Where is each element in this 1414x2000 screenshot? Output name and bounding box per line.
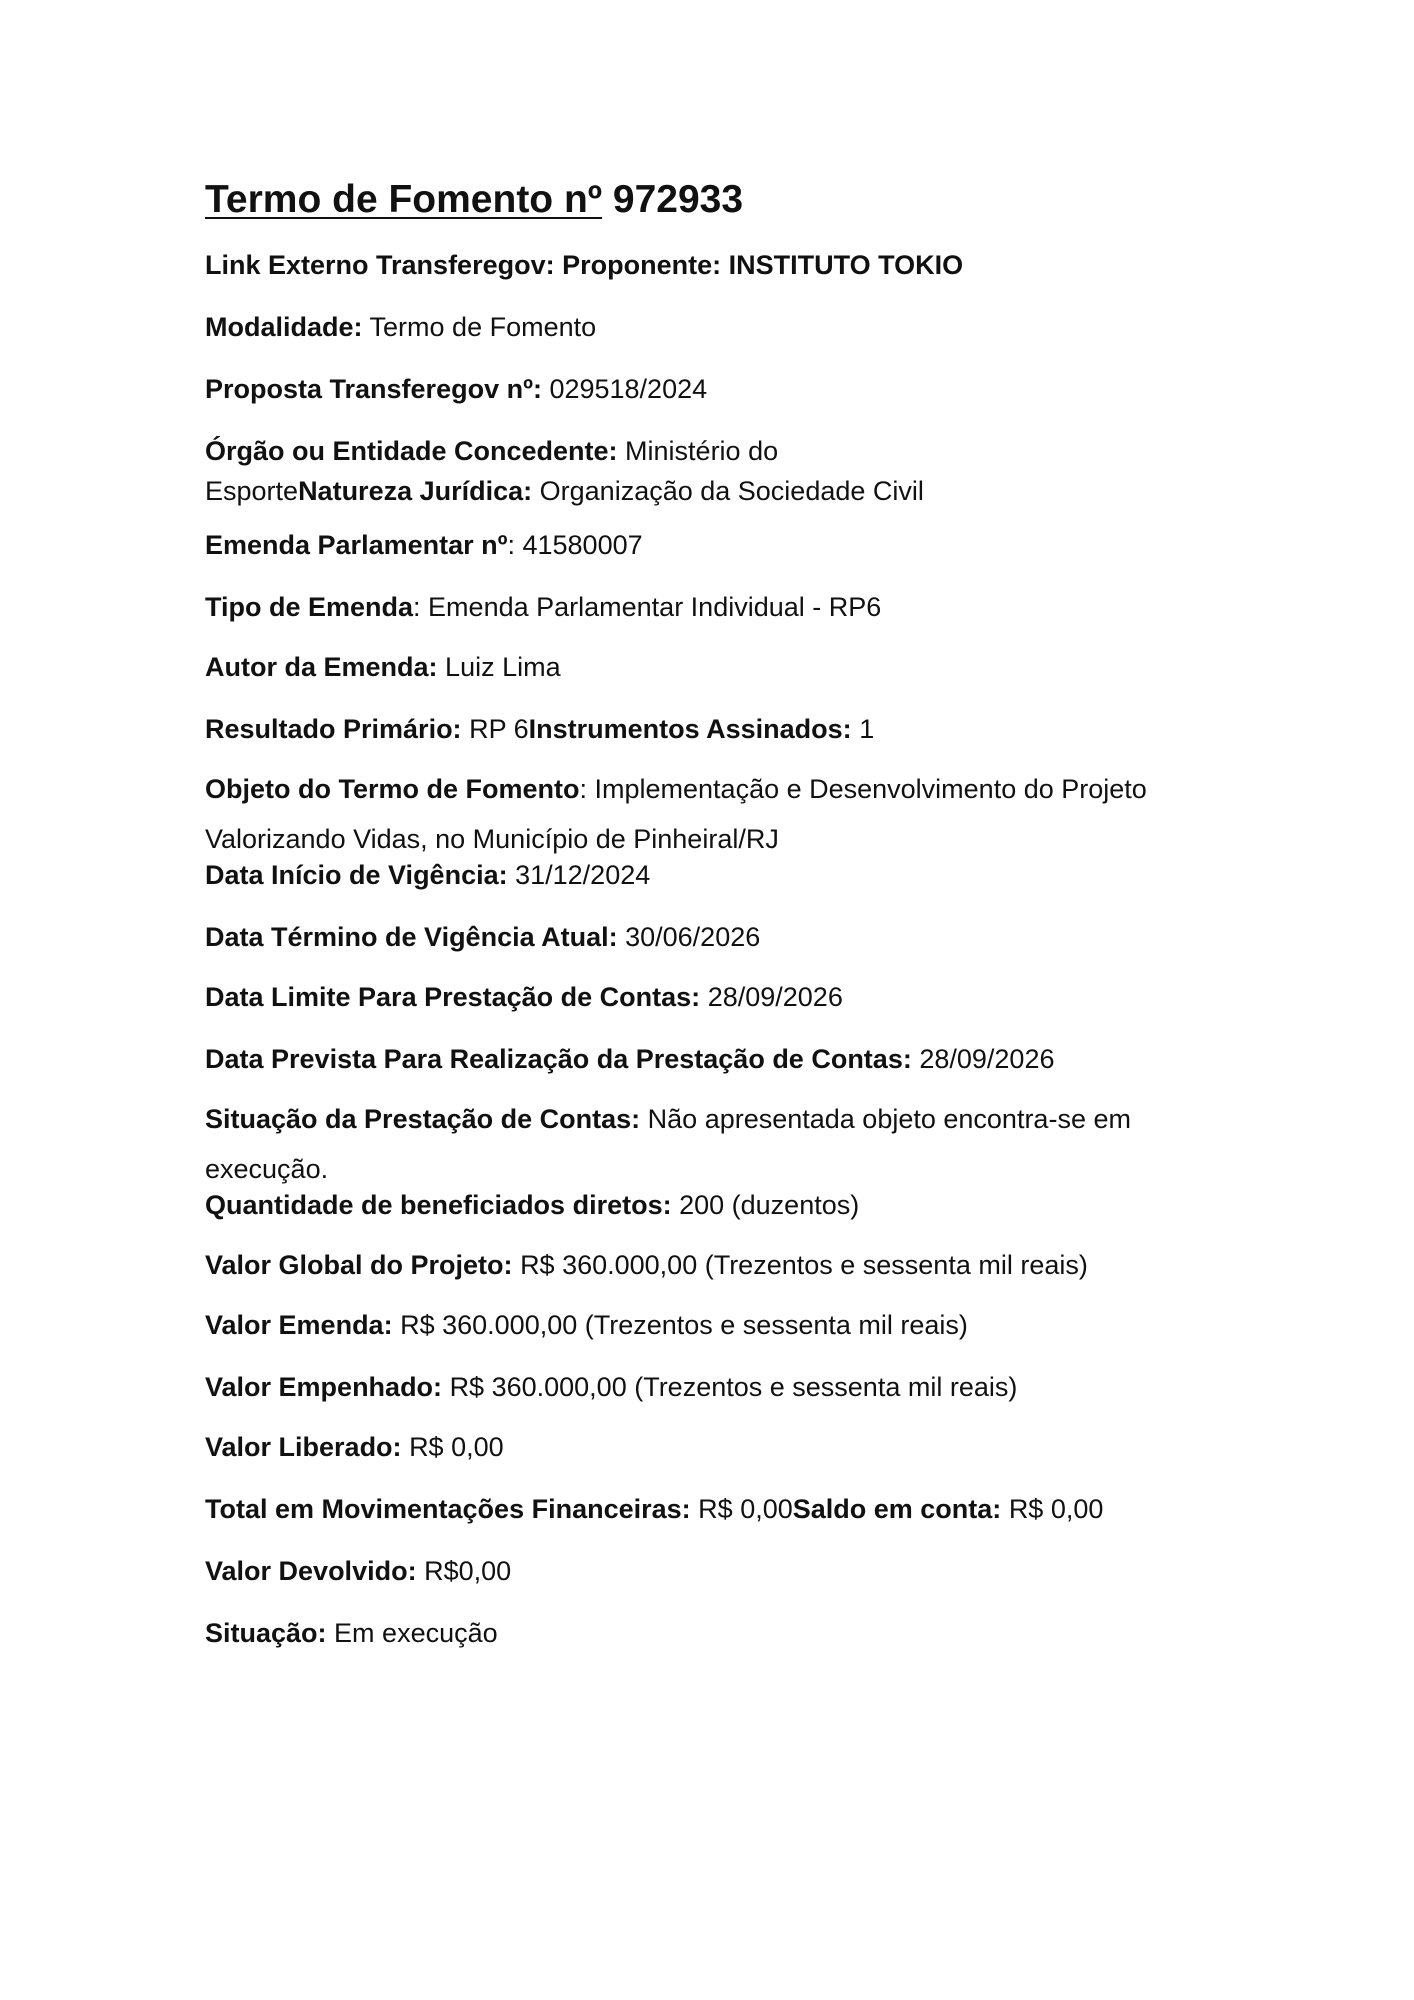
proposta-row bbox=[205, 370, 1245, 408]
emenda-numero-row bbox=[205, 526, 1245, 564]
modalidade-value: Termo de Fomento bbox=[369, 312, 597, 342]
beneficiados-value: 200 (duzentos) bbox=[679, 1190, 860, 1220]
valor-liberado-row bbox=[205, 1428, 1245, 1466]
situacao-label: Situação: bbox=[205, 1618, 327, 1648]
valor-devolvido-label: Valor Devolvido: bbox=[205, 1556, 417, 1586]
situacao-value: Em execução bbox=[334, 1618, 498, 1648]
tipo-emenda-value: : Emenda Parlamentar Individual - RP6 bbox=[413, 592, 882, 622]
situacao-row bbox=[205, 1614, 1245, 1652]
valor-empenhado-row bbox=[205, 1368, 1245, 1406]
modalidade-row bbox=[205, 308, 1245, 346]
tipo-emenda-row bbox=[205, 588, 1245, 626]
document-title bbox=[205, 176, 1245, 224]
valor-global-value: R$ 360.000,00 (Trezentos e sessenta mil reais) bbox=[520, 1250, 1088, 1280]
situacao-prestacao-value: Não apresentada objeto encontra-se em execução. bbox=[205, 1104, 1131, 1184]
beneficiados-label: Quantidade de beneficiados diretos: bbox=[205, 1190, 672, 1220]
saldo-value: R$ 0,00 bbox=[1008, 1494, 1104, 1524]
natureza-value: Organização da Sociedade Civil bbox=[539, 476, 924, 506]
termino-vigencia-row bbox=[205, 918, 1245, 956]
emenda-numero-label: Emenda Parlamentar nº bbox=[205, 530, 508, 560]
title-number: 972933 bbox=[612, 178, 744, 221]
situacao-prestacao-label: Situação da Prestação de Contas: bbox=[205, 1104, 641, 1134]
valor-devolvido-row bbox=[205, 1552, 1245, 1590]
inicio-vigencia-value: 31/12/2024 bbox=[515, 860, 651, 890]
link-line bbox=[205, 246, 1245, 284]
resultado-row bbox=[205, 710, 1245, 748]
title-label: Termo de Fomento nº bbox=[205, 178, 603, 221]
objeto-label: Objeto do Termo de Fomento bbox=[205, 774, 580, 804]
orgao-label: Órgão ou Entidade Concedente: bbox=[205, 436, 618, 466]
valor-global-row bbox=[205, 1246, 1245, 1284]
termino-vigencia-value: 30/06/2026 bbox=[625, 922, 761, 952]
inicio-vigencia-label: Data Início de Vigência: bbox=[205, 860, 508, 890]
limite-prestacao-label: Data Limite Para Prestação de Contas: bbox=[205, 982, 701, 1012]
movimentacoes-row bbox=[205, 1490, 1245, 1528]
beneficiados-row bbox=[205, 1186, 1245, 1224]
orgao-line-1 bbox=[205, 432, 1245, 470]
orgao-line-2 bbox=[205, 470, 1245, 512]
movimentacoes-value: R$ 0,00 bbox=[698, 1494, 793, 1524]
valor-emenda-label: Valor Emenda: bbox=[205, 1310, 393, 1340]
orgao-row bbox=[205, 432, 1245, 512]
orgao-value-1: Ministério do bbox=[625, 436, 779, 466]
tipo-emenda-label: Tipo de Emenda bbox=[205, 592, 414, 622]
valor-emenda-value: R$ 360.000,00 (Trezentos e sessenta mil reais) bbox=[400, 1310, 968, 1340]
orgao-value-2: Esporte bbox=[205, 476, 299, 506]
objeto-value: : Implementação e Desenvolvimento do Projeto Valorizando Vidas, no Município de Pinheiral/RJ bbox=[205, 774, 1147, 854]
valor-empenhado-value: R$ 360.000,00 (Trezentos e sessenta mil reais) bbox=[449, 1372, 1018, 1402]
resultado-value: RP 6 bbox=[469, 714, 529, 744]
proposta-label: Proposta Transferegov nº: bbox=[205, 374, 542, 404]
autor-label: Autor da Emenda: bbox=[205, 652, 438, 682]
proposta-value: 029518/2024 bbox=[549, 374, 708, 404]
prevista-prestacao-label: Data Prevista Para Realização da Prestação de Contas: bbox=[205, 1044, 912, 1074]
autor-row bbox=[205, 648, 1245, 686]
instrumentos-value: 1 bbox=[859, 714, 875, 744]
instrumentos-label: Instrumentos Assinados: bbox=[528, 714, 852, 744]
valor-empenhado-label: Valor Empenhado: bbox=[205, 1372, 443, 1402]
limite-prestacao-value: 28/09/2026 bbox=[707, 982, 843, 1012]
movimentacoes-label: Total em Movimentações Financeiras: bbox=[205, 1494, 691, 1524]
valor-liberado-label: Valor Liberado: bbox=[205, 1432, 402, 1462]
natureza-label: Natureza Jurídica: bbox=[298, 476, 533, 506]
autor-value: Luiz Lima bbox=[445, 652, 561, 682]
saldo-label: Saldo em conta: bbox=[792, 1494, 1002, 1524]
emenda-numero-value: : 41580007 bbox=[507, 530, 643, 560]
resultado-label: Resultado Primário: bbox=[205, 714, 462, 744]
prevista-prestacao-value: 28/09/2026 bbox=[919, 1044, 1055, 1074]
document-page bbox=[205, 176, 1245, 1652]
limite-prestacao-row bbox=[205, 978, 1245, 1016]
termino-vigencia-label: Data Término de Vigência Atual: bbox=[205, 922, 618, 952]
link-text: Link Externo Transferegov: Proponente: INSTITUTO TOKIO bbox=[205, 250, 964, 280]
valor-devolvido-value: R$0,00 bbox=[424, 1556, 512, 1586]
prevista-prestacao-row bbox=[205, 1040, 1245, 1078]
valor-emenda-row bbox=[205, 1306, 1245, 1344]
objeto-row bbox=[205, 764, 1245, 864]
valor-liberado-value: R$ 0,00 bbox=[409, 1432, 504, 1462]
situacao-prestacao-row bbox=[205, 1094, 1245, 1194]
valor-global-label: Valor Global do Projeto: bbox=[205, 1250, 513, 1280]
modalidade-label: Modalidade: bbox=[205, 312, 363, 342]
